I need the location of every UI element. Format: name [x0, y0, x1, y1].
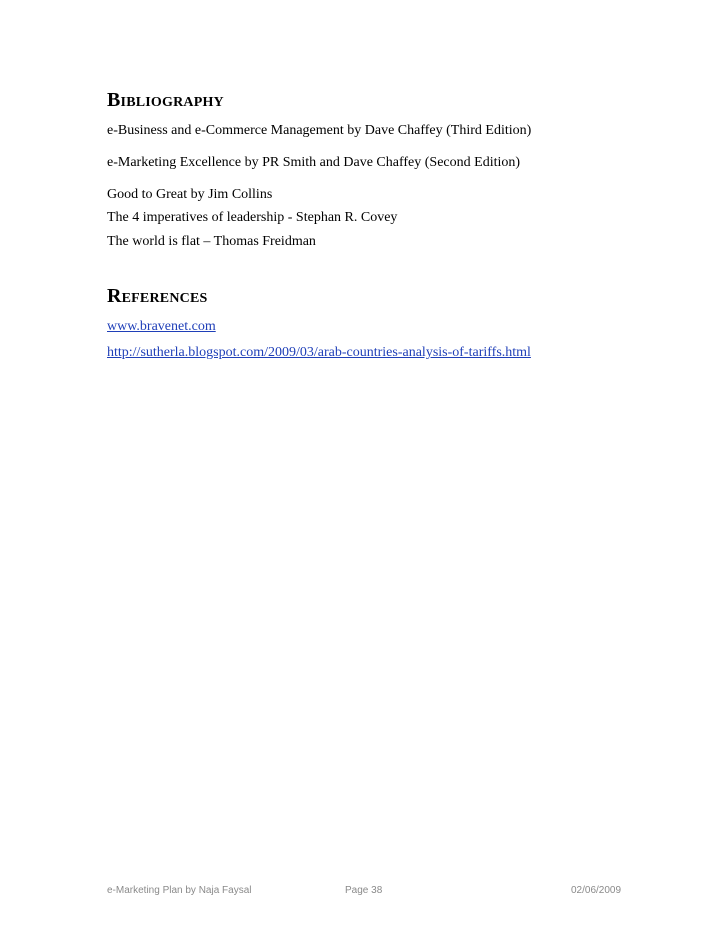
bibliography-item: e-Marketing Excellence by PR Smith and Dave Chaffey (Second Edition) — [107, 155, 521, 170]
bibliography-item: The world is flat – Thomas Freidman — [107, 234, 316, 249]
bibliography-item: The 4 imperatives of leadership - Stephan R. Covey — [107, 210, 398, 225]
bibliography-heading: Bibliography — [107, 89, 224, 111]
reference-link-bravenet[interactable]: www.bravenet.com — [107, 319, 216, 334]
footer-page-number: Page 38 — [345, 885, 383, 896]
bibliography-item: e-Business and e-Commerce Management by Dave Chaffey (Third Edition) — [107, 123, 532, 138]
bibliography-item: Good to Great by Jim Collins — [107, 187, 273, 202]
footer-date: 02/06/2009 — [571, 885, 622, 896]
reference-link-sutherla-blog[interactable]: http://sutherla.blogspot.com/2009/03/arab-countries-analysis-of-tariffs.html — [107, 345, 531, 360]
footer-document-title: e-Marketing Plan by Naja Faysal — [107, 885, 252, 896]
references-heading: References — [107, 285, 208, 307]
